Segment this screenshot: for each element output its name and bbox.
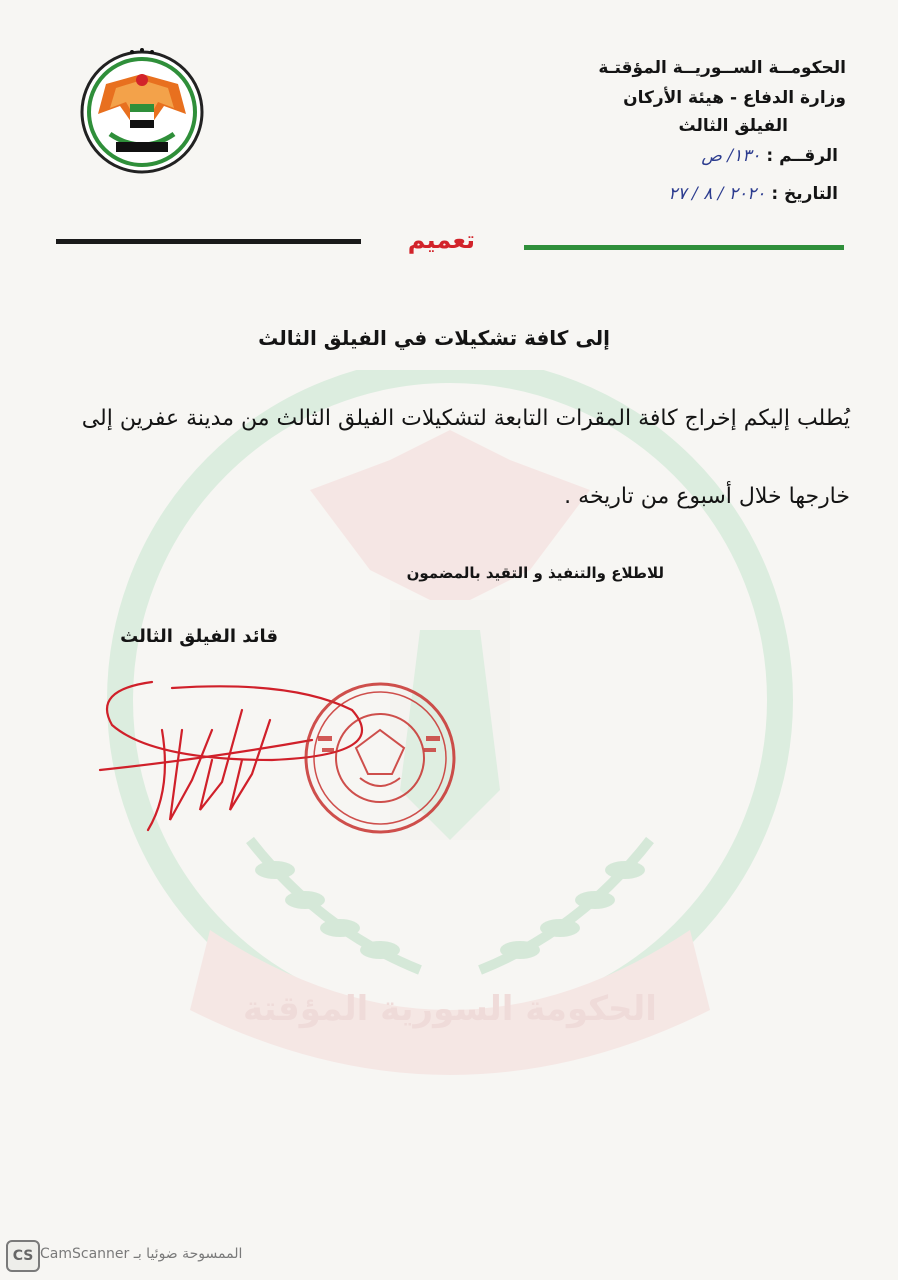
official-seal-stamp bbox=[300, 678, 460, 838]
divider-green bbox=[524, 245, 844, 250]
reference-number-value: ١٣٠/ ص bbox=[701, 146, 761, 166]
ministry-name: وزارة الدفاع - هيئة الأركان bbox=[623, 88, 846, 108]
addressee-line: إلى كافة تشكيلات في الفيلق الثالث bbox=[258, 326, 610, 350]
reference-number bbox=[701, 146, 838, 166]
eagle-emblem-logo bbox=[76, 44, 208, 176]
camscanner-logo-icon: CS bbox=[6, 1240, 40, 1272]
document-date bbox=[668, 184, 838, 204]
reference-number-label: الرقــم : bbox=[766, 146, 838, 166]
body-text-line-1: يُطلب إليكم إخراج كافة المقرات التابعة لتشكيلات الفيلق الثالث من مدينة عفرين إلى bbox=[81, 406, 850, 431]
camscanner-app-name: CamScanner bbox=[40, 1246, 130, 1262]
government-name: الحكومــة الســوريــة المؤقتـة bbox=[598, 58, 846, 78]
camscanner-watermark bbox=[40, 1246, 242, 1262]
signatory-title: قائد الفيلق الثالث bbox=[120, 626, 278, 647]
body-text-line-2: خارجها خلال أسبوع من تاريخه . bbox=[564, 484, 850, 509]
watermark-text: الحكومة السورية المؤقتة bbox=[243, 989, 657, 1029]
date-value: ٢٠٢٠ / ٨ / ٢٧ bbox=[668, 184, 766, 204]
corps-name: الفيلق الثالث bbox=[678, 116, 788, 136]
date-label: التاريخ : bbox=[771, 184, 838, 204]
camscanner-arabic-text: الممسوحة ضوئيا بـ bbox=[133, 1246, 243, 1262]
divider-black bbox=[56, 239, 361, 244]
circular-title: تعميم bbox=[407, 226, 475, 254]
instruction-line: للاطلاع والتنفيذ و التقيد بالمضمون bbox=[406, 564, 664, 582]
